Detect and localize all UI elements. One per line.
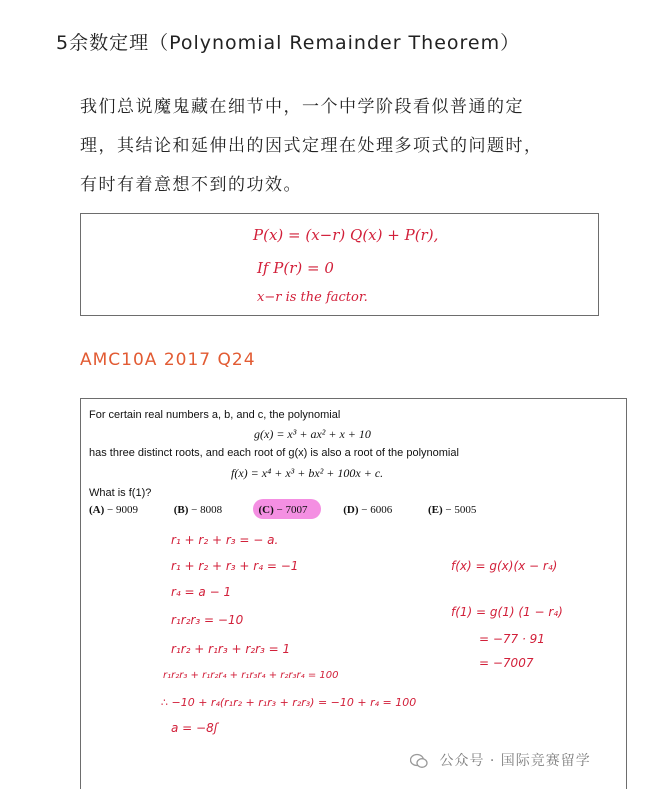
problem-heading: AMC10A 2017 Q24	[80, 350, 256, 370]
problem-equation-f: f(x) = x⁴ + x³ + bx² + 100x + c.	[231, 466, 384, 480]
theorem-line-2: If P(r) = 0	[257, 259, 334, 277]
theorem-note-box	[80, 213, 599, 316]
solution-right-line: f(x) = g(x)(x − r₄)	[451, 559, 558, 573]
solution-line: a = −8ʃ	[171, 721, 218, 735]
solution-line: ∴ −10 + r₄(r₁r₂ + r₁r₃ + r₂r₃) = −10 + r₄ = 100	[161, 696, 417, 709]
answer-choices	[89, 504, 510, 516]
choice-e: (E) − 5005	[428, 504, 477, 516]
intro-line: 有时有着意想不到的功效。	[80, 175, 302, 195]
solution-line: r₄ = a − 1	[171, 585, 232, 599]
solution-right-line: = −7007	[479, 656, 534, 670]
intro-paragraph	[80, 88, 600, 205]
solution-line: r₁r₂r₃ + r₁r₂r₄ + r₁r₃r₄ + r₂r₃r₄ = 100	[163, 670, 339, 681]
intro-line: 我们总说魔鬼藏在细节中，一个中学阶段看似普通的定	[80, 97, 524, 117]
choice-a: (A) − 9009	[89, 504, 138, 516]
problem-box	[80, 398, 627, 789]
solution-line: r₁ + r₂ + r₃ = − a.	[171, 533, 279, 547]
theorem-line-3: x−r is the factor.	[257, 290, 368, 305]
problem-question: What is f(1)?	[89, 487, 152, 499]
section-title: 5余数定理（Polynomial Remainder Theorem）	[56, 32, 521, 54]
choice-b: (B) − 8008	[173, 504, 223, 516]
solution-line: r₁r₂ + r₁r₃ + r₂r₃ = 1	[171, 642, 291, 656]
choice-c: (C) − 7007	[259, 504, 341, 516]
problem-line-1: For certain real numbers a, b, and c, the polynomial	[89, 409, 341, 421]
choice-d: (D) − 6006	[343, 504, 393, 516]
problem-line-2: has three distinct roots, and each root of g(x) is also a root of the polynomial	[89, 447, 459, 459]
theorem-line-1: P(x) = (x−r) Q(x) + P(r),	[253, 226, 439, 244]
intro-line: 理，其结论和延伸出的因式定理在处理多项式的问题时，	[80, 136, 543, 156]
problem-equation-g: g(x) = x³ + ax² + x + 10	[254, 427, 371, 441]
watermark-text: 公众号 · 国际竞赛留学	[439, 753, 591, 769]
solution-line: r₁r₂r₃ = −10	[171, 613, 244, 627]
solution-line: r₁ + r₂ + r₃ + r₄ = −1	[171, 559, 299, 573]
watermark	[410, 750, 591, 770]
solution-right-line: f(1) = g(1) (1 − r₄)	[451, 605, 563, 619]
solution-right-line: = −77 · 91	[479, 632, 545, 646]
chat-bubble-icon	[410, 753, 428, 769]
